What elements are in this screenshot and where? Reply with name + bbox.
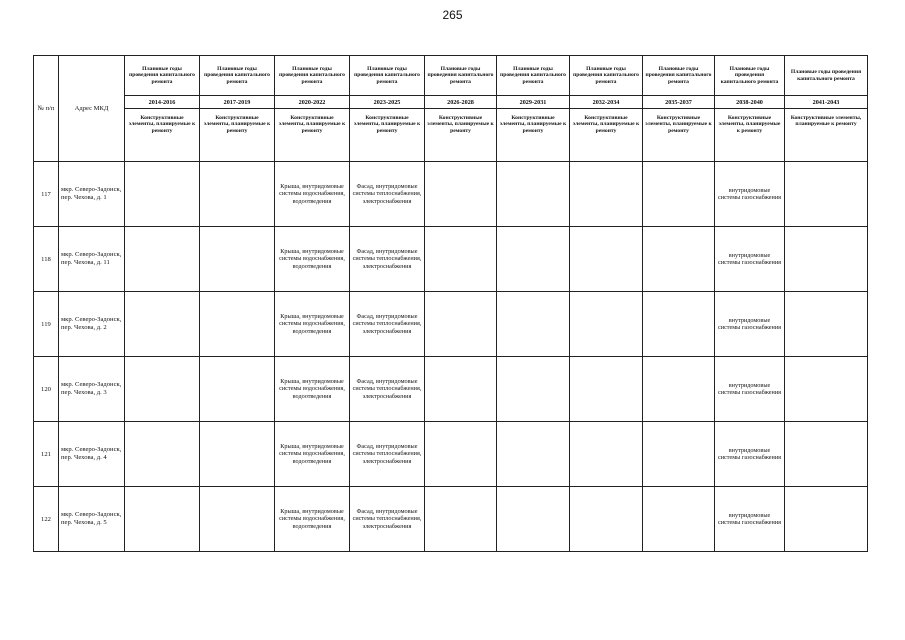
row-number: 122: [34, 487, 59, 552]
row-number: 118: [34, 227, 59, 292]
table-cell: внутридомовые системы газоснабжения: [715, 292, 785, 357]
table-cell: [125, 357, 200, 422]
table-cell: [785, 292, 868, 357]
period-years: 2032-2034: [570, 96, 643, 109]
row-address: мкр. Северо-Задонск, пер. Чехова, д. 5: [59, 487, 125, 552]
table-cell: [643, 487, 715, 552]
table-cell: [570, 357, 643, 422]
table-cell: [425, 357, 497, 422]
table-cell: Фасад, внутридомовые системы теплоснабжения, электроснабжения: [350, 292, 425, 357]
row-address: мкр. Северо-Задонск, пер. Чехова, д. 11: [59, 227, 125, 292]
period-years: 2041-2043: [785, 96, 868, 109]
period-subtitle: Конструктивные элементы, планируемые к ремонту: [200, 109, 275, 162]
row-address: мкр. Северо-Задонск, пер. Чехова, д. 2: [59, 292, 125, 357]
row-number: 117: [34, 162, 59, 227]
table-cell: [570, 227, 643, 292]
period-title: Плановые годы проведения капитального ремонта: [125, 56, 200, 96]
page-number: 265: [442, 8, 463, 22]
table-cell: [570, 292, 643, 357]
period-years: 2038-2040: [715, 96, 785, 109]
table-cell: [497, 162, 570, 227]
table-cell: [570, 162, 643, 227]
period-title: Плановые годы проведения капитального ремонта: [785, 56, 868, 96]
table-cell: [497, 357, 570, 422]
table-cell: [643, 227, 715, 292]
table-cell: [200, 487, 275, 552]
table-cell: [200, 422, 275, 487]
table-cell: Фасад, внутридомовые системы теплоснабжения, электроснабжения: [350, 227, 425, 292]
row-number: 121: [34, 422, 59, 487]
period-subtitle: Конструктивные элементы, планируемые к ремонту: [275, 109, 350, 162]
table-row: [34, 422, 868, 487]
period-title: Плановые годы проведения капитального ремонта: [275, 56, 350, 96]
period-subtitle: Конструктивные элементы, планируемые к ремонту: [643, 109, 715, 162]
table-cell: внутридомовые системы газоснабжения: [715, 487, 785, 552]
table-cell: [425, 422, 497, 487]
table-cell: [200, 357, 275, 422]
table-cell: [125, 292, 200, 357]
table-cell: [425, 487, 497, 552]
table-cell: внутридомовые системы газоснабжения: [715, 357, 785, 422]
table-cell: Крыша, внутридомовые системы водоснабжения, водоотведения: [275, 227, 350, 292]
table-cell: [785, 227, 868, 292]
row-address: мкр. Северо-Задонск, пер. Чехова, д. 3: [59, 357, 125, 422]
period-years: 2035-2037: [643, 96, 715, 109]
period-title: Плановые годы проведения капитального ремонта: [200, 56, 275, 96]
period-title: Плановые годы проведения капитального ремонта: [643, 56, 715, 96]
table-cell: [125, 162, 200, 227]
header-years-row: [34, 96, 868, 109]
period-title: Плановые годы проведения капитального ремонта: [425, 56, 497, 96]
table-cell: Фасад, внутридомовые системы теплоснабжения, электроснабжения: [350, 357, 425, 422]
table-cell: Крыша, внутридомовые системы водоснабжения, водоотведения: [275, 422, 350, 487]
table-cell: [125, 422, 200, 487]
period-subtitle: Конструктивные элементы, планируемые к ремонту: [125, 109, 200, 162]
table-cell: Крыша, внутридомовые системы водоснабжения, водоотведения: [275, 357, 350, 422]
table-cell: [200, 292, 275, 357]
table-cell: внутридомовые системы газоснабжения: [715, 162, 785, 227]
table-row: [34, 357, 868, 422]
table-cell: Крыша, внутридомовые системы водоснабжения, водоотведения: [275, 487, 350, 552]
table-cell: Фасад, внутридомовые системы теплоснабжения, электроснабжения: [350, 422, 425, 487]
table-cell: [785, 357, 868, 422]
period-years: 2026-2028: [425, 96, 497, 109]
address-header: Адрес МКД: [59, 56, 125, 162]
table-cell: [425, 292, 497, 357]
table-cell: [497, 422, 570, 487]
table-cell: [570, 487, 643, 552]
table-cell: [200, 162, 275, 227]
table-cell: [785, 422, 868, 487]
table-cell: [425, 227, 497, 292]
table-cell: внутридомовые системы газоснабжения: [715, 422, 785, 487]
period-title: Плановые годы проведения капитального ремонта: [350, 56, 425, 96]
table-cell: [643, 292, 715, 357]
table-cell: [497, 487, 570, 552]
table-row: [34, 162, 868, 227]
period-title: Плановые годы проведения капитального ремонта: [715, 56, 785, 96]
table-cell: внутридомовые системы газоснабжения: [715, 227, 785, 292]
table-cell: [643, 162, 715, 227]
period-years: 2020-2022: [275, 96, 350, 109]
table-cell: [497, 292, 570, 357]
period-subtitle: Конструктивные элементы, планируемые к ремонту: [570, 109, 643, 162]
table-row: [34, 487, 868, 552]
period-title: Плановые годы проведения капитального ремонта: [497, 56, 570, 96]
table-cell: Крыша, внутридомовые системы водоснабжения, водоотведения: [275, 162, 350, 227]
period-years: 2023-2025: [350, 96, 425, 109]
period-subtitle: Конструктивные элементы, планируемые к ремонту: [497, 109, 570, 162]
period-title: Плановые годы проведения капитального ремонта: [570, 56, 643, 96]
period-subtitle: Конструктивные элементы, планируемые к ремонту: [715, 109, 785, 162]
table-cell: Крыша, внутридомовые системы водоснабжения, водоотведения: [275, 292, 350, 357]
header-title-row: [34, 56, 868, 96]
table-cell: [125, 487, 200, 552]
table-row: [34, 292, 868, 357]
period-years: 2014-2016: [125, 96, 200, 109]
table-cell: [785, 487, 868, 552]
table-cell: Фасад, внутридомовые системы теплоснабжения, электроснабжения: [350, 162, 425, 227]
table-row: [34, 227, 868, 292]
table-cell: [200, 227, 275, 292]
capital-repair-table: [33, 55, 868, 552]
num-header: № п/п: [34, 56, 59, 162]
header-sub-row: [34, 109, 868, 162]
table-cell: [643, 357, 715, 422]
period-years: 2029-2031: [497, 96, 570, 109]
table-cell: [570, 422, 643, 487]
row-number: 119: [34, 292, 59, 357]
table-cell: [497, 227, 570, 292]
table-cell: [125, 227, 200, 292]
period-subtitle: Конструктивные элементы, планируемые к ремонту: [350, 109, 425, 162]
table-cell: [785, 162, 868, 227]
row-number: 120: [34, 357, 59, 422]
row-address: мкр. Северо-Задонск, пер. Чехова, д. 1: [59, 162, 125, 227]
row-address: мкр. Северо-Задонск, пер. Чехова, д. 4: [59, 422, 125, 487]
table-cell: Фасад, внутридомовые системы теплоснабжения, электроснабжения: [350, 487, 425, 552]
table-cell: [425, 162, 497, 227]
table-cell: [643, 422, 715, 487]
period-years: 2017-2019: [200, 96, 275, 109]
period-subtitle: Конструктивные элементы, планируемые к ремонту: [425, 109, 497, 162]
period-subtitle: Конструктивные элементы, планируемые к ремонту: [785, 109, 868, 162]
